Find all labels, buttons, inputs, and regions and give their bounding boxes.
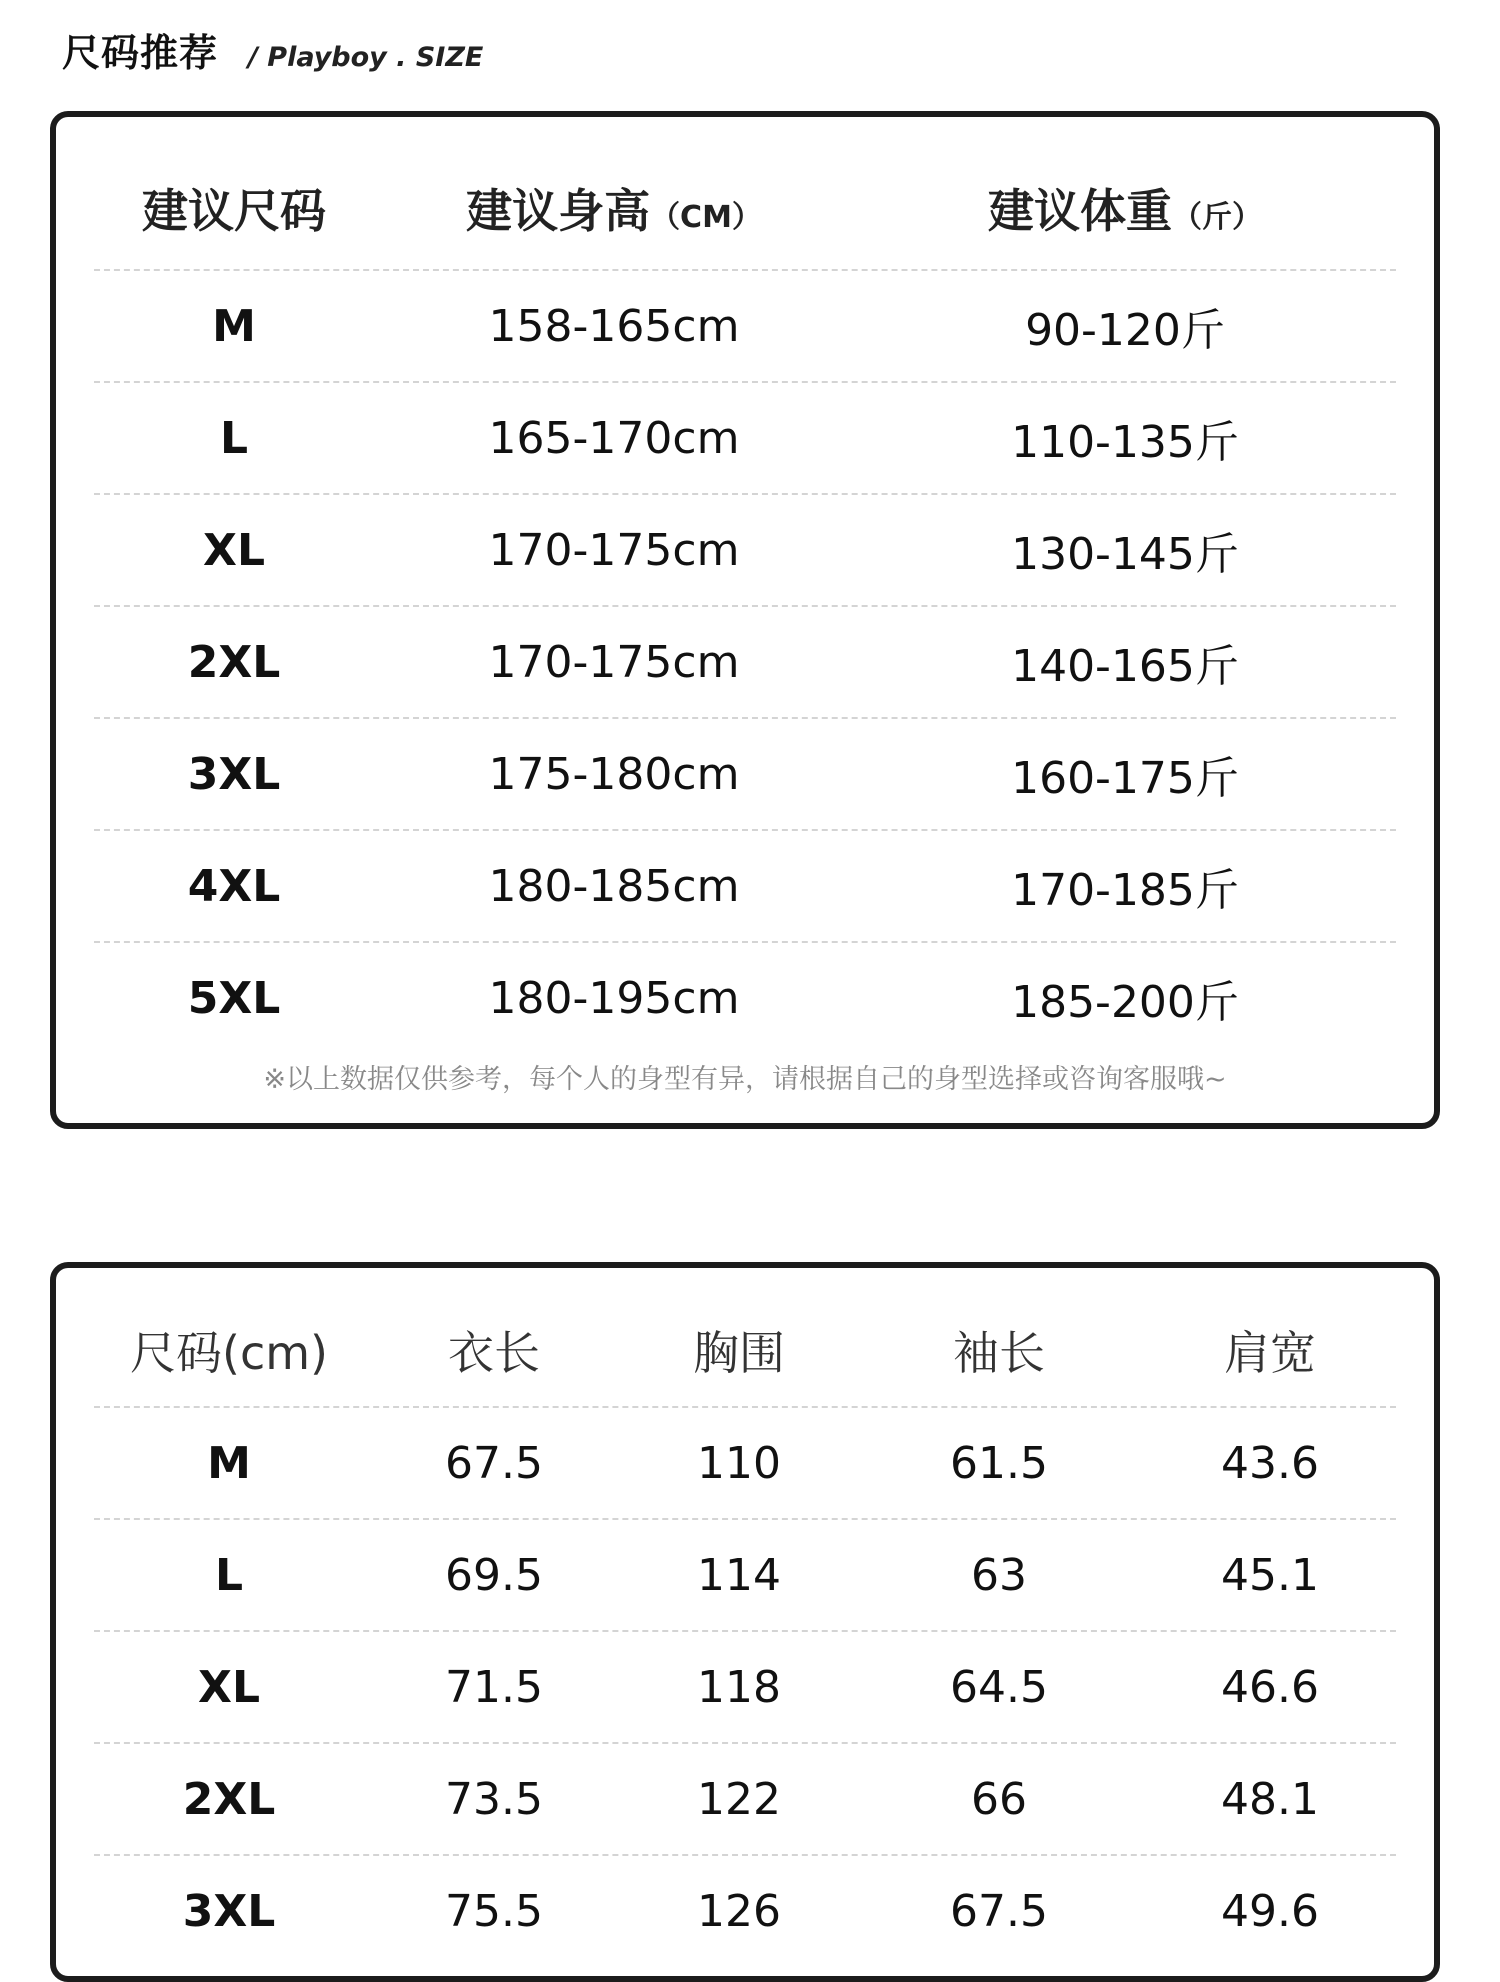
weight-cell: 170-185斤 [1011,865,1239,916]
weight-cell: 185-200斤 [1011,977,1239,1028]
weight-cell: 130-145斤 [1011,529,1239,580]
header-unit: （CM） [650,200,762,235]
chest-cell: 126 [697,1885,781,1937]
header-unit: （斤） [1172,200,1262,235]
table-row [94,607,1396,719]
disclaimer-note: ※以上数据仅供参考，每个人的身型有异，请根据自己的身型选择或咨询客服哦~ [263,1064,1227,1095]
size-cell: 5XL [187,972,281,1024]
table-row [94,383,1396,495]
sleeve-cell: 63 [971,1549,1027,1601]
size-cell: M [207,1437,251,1489]
height-cell: 170-175cm [488,636,740,688]
table-row [94,831,1396,943]
size-cell: XL [198,1661,260,1713]
size-cell: M [212,300,256,352]
size-cell: 4XL [187,860,281,912]
header-chest: 胸围 [693,1326,785,1380]
header-label: 建议身高 [466,184,651,238]
table-row [94,1520,1396,1632]
weight-cell: 160-175斤 [1011,753,1239,804]
length-cell: 67.5 [445,1437,543,1489]
table-body [94,271,1396,1053]
table-row [94,495,1396,607]
shoulder-cell: 45.1 [1221,1549,1319,1601]
page-header [62,22,483,77]
size-cell: 3XL [182,1885,276,1937]
size-recommend-table [94,147,1396,1053]
shoulder-cell: 43.6 [1221,1437,1319,1489]
size-cell: L [219,412,249,464]
shoulder-cell: 46.6 [1221,1661,1319,1713]
header-suggested-weight [854,175,1396,241]
header-size: 尺码(cm) [130,1326,328,1380]
page-subtitle: / Playboy . SIZE [248,42,484,73]
length-cell: 73.5 [445,1773,543,1825]
chest-cell: 110 [697,1437,781,1489]
height-cell: 175-180cm [488,748,740,800]
table-row [94,1408,1396,1520]
weight-cell: 110-135斤 [1011,417,1239,468]
height-cell: 170-175cm [488,524,740,576]
table-row [94,1744,1396,1856]
length-cell: 69.5 [445,1549,543,1601]
header-suggested-height [374,175,854,241]
size-cell: 2XL [182,1773,276,1825]
table-header-row [94,147,1396,271]
header-length: 衣长 [448,1326,540,1380]
table-row [94,271,1396,383]
weight-cell: 140-165斤 [1011,641,1239,692]
chest-cell: 122 [697,1773,781,1825]
chest-cell: 118 [697,1661,781,1713]
size-cell: 2XL [187,636,281,688]
header-label: 建议体重 [988,184,1172,238]
table-row [94,1856,1396,1966]
header-label: 建议尺码 [142,184,326,238]
header-sleeve: 袖长 [953,1326,1045,1380]
page-title: 尺码推荐 [62,31,219,75]
shoulder-cell: 48.1 [1221,1773,1319,1825]
size-cell: 3XL [187,748,281,800]
measurement-table [94,1294,1396,1966]
sleeve-cell: 61.5 [950,1437,1048,1489]
table-row [94,943,1396,1053]
table-row [94,719,1396,831]
header-shoulder: 肩宽 [1224,1326,1316,1380]
sleeve-cell: 67.5 [950,1885,1048,1937]
height-cell: 165-170cm [488,412,740,464]
sleeve-cell: 66 [971,1773,1027,1825]
sleeve-cell: 64.5 [950,1661,1048,1713]
size-recommend-card [50,111,1440,1129]
size-cell: XL [203,524,265,576]
table-header-row [94,1294,1396,1408]
height-cell: 158-165cm [488,300,740,352]
height-cell: 180-195cm [488,972,740,1024]
weight-cell: 90-120斤 [1025,305,1225,356]
table-row [94,1632,1396,1744]
height-cell: 180-185cm [488,860,740,912]
header-suggested-size [94,175,374,241]
table-body [94,1408,1396,1966]
measurement-card [50,1262,1440,1982]
chest-cell: 114 [697,1549,781,1601]
length-cell: 75.5 [445,1885,543,1937]
length-cell: 71.5 [445,1661,543,1713]
size-cell: L [214,1549,244,1601]
shoulder-cell: 49.6 [1221,1885,1319,1937]
